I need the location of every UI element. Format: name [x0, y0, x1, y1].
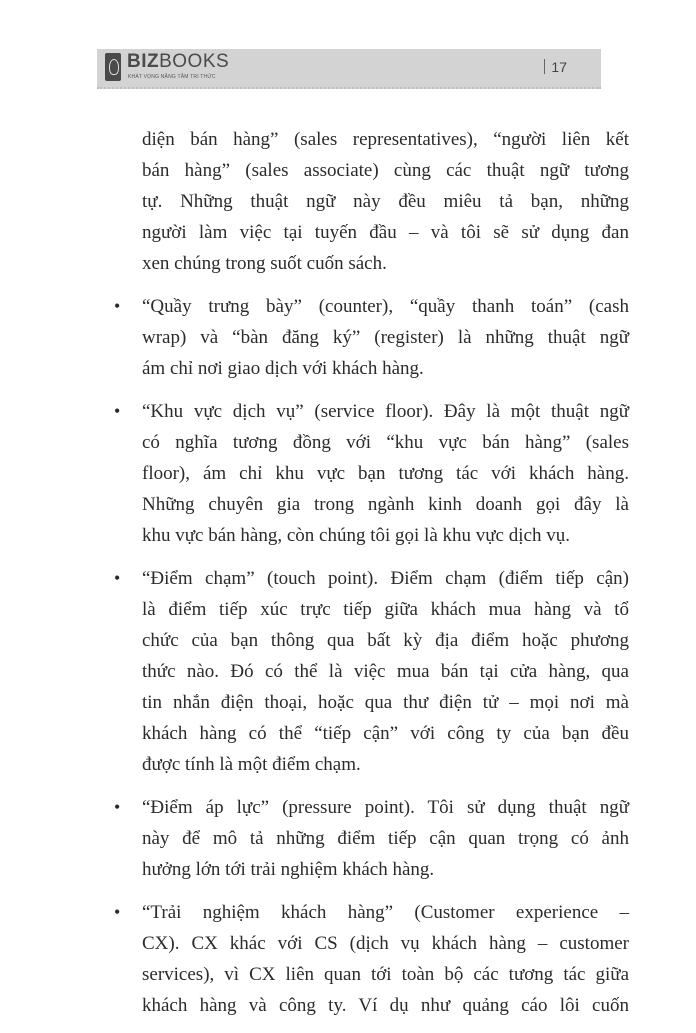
text-line: khu vực bán hàng, còn chúng tôi gọi là khu vực dịch vụ.: [142, 525, 570, 546]
brand-tagline: KHÁT VỌNG NÂNG TẦM TRI THỨC: [128, 74, 216, 80]
running-header: [97, 49, 601, 89]
bullet-item: [114, 792, 629, 885]
text-line: floor), ám chỉ khu vực bạn tương tác với khách hàng.: [142, 463, 629, 484]
text-line: “Trải nghiệm khách hàng” (Customer experience –: [142, 902, 629, 923]
text-line: “Điểm chạm” (touch point). Điểm chạm (điểm tiếp cận): [142, 568, 629, 589]
paragraph: [142, 124, 629, 279]
bullet-icon: •: [114, 568, 121, 588]
brand-rest: BOOKS: [159, 51, 230, 72]
text-line: services), vì CX liên quan tới toàn bộ các tương tác giữa: [142, 964, 629, 985]
text-line: CX). CX khác với CS (dịch vụ khách hàng – customer: [142, 933, 629, 954]
text-line: hưởng lớn tới trải nghiệm khách hàng.: [142, 859, 435, 880]
text-line: diện bán hàng” (sales representatives), “người liên kết: [142, 129, 629, 150]
bullet-item: [114, 563, 629, 780]
text-line: có nghĩa tương đồng với “khu vực bán hàng” (sales: [142, 432, 629, 453]
bullet-icon: •: [114, 296, 121, 316]
text-line: tin nhắn điện thoại, hoặc qua thư điện tử – mọi nơi mà: [142, 692, 629, 713]
page-number: 17: [544, 59, 567, 75]
text-line: này để mô tả những điểm tiếp cận quan trọng có ảnh: [142, 828, 629, 849]
bullet-icon: •: [114, 902, 121, 922]
bullet-icon: •: [114, 797, 121, 817]
page-body: [114, 124, 629, 1033]
text-line: khách hàng và công ty. Ví dụ như quảng cáo lôi cuốn: [142, 995, 629, 1016]
text-line: được tính là một điểm chạm.: [142, 754, 361, 775]
text-line: khách hàng có thể “tiếp cận” với công ty của bạn đều: [142, 723, 629, 744]
text-line: “Quầy trưng bày” (counter), “quầy thanh toán” (cash: [142, 296, 629, 317]
text-line: wrap) và “bàn đăng ký” (register) là những thuật ngữ: [142, 327, 629, 348]
text-line: người làm việc tại tuyến đầu – và tôi sẽ sử dụng đan: [142, 222, 629, 243]
text-line: là điểm tiếp xúc trực tiếp giữa khách mua hàng và tổ: [142, 599, 629, 620]
brand-bold: BIZ: [127, 51, 160, 72]
bullet-item: [114, 291, 629, 384]
bullet-icon: •: [114, 401, 121, 421]
bullet-item: [114, 396, 629, 551]
brand-name: [127, 51, 229, 73]
text-line: tự. Những thuật ngữ này đều miêu tả bạn, những: [142, 191, 629, 212]
text-line: xen chúng trong suốt cuốn sách.: [142, 253, 387, 274]
text-line: bán hàng” (sales associate) cùng các thuật ngữ tương: [142, 160, 629, 181]
text-line: thức nào. Đó có thể là việc mua bán tại cửa hàng, qua: [142, 661, 629, 682]
text-line: Những chuyên gia trong ngành kinh doanh gọi đây là: [142, 494, 629, 515]
text-line: chức của bạn thông qua bất kỳ địa điểm hoặc phương: [142, 630, 629, 651]
text-line: ám chỉ nơi giao dịch với khách hàng.: [142, 358, 424, 379]
text-line: “Khu vực dịch vụ” (service floor). Đây là một thuật ngữ: [142, 401, 629, 422]
bullet-item: [114, 897, 629, 1021]
text-line: “Điểm áp lực” (pressure point). Tôi sử dụng thuật ngữ: [142, 797, 629, 818]
bizbooks-logo-icon: [105, 53, 121, 81]
